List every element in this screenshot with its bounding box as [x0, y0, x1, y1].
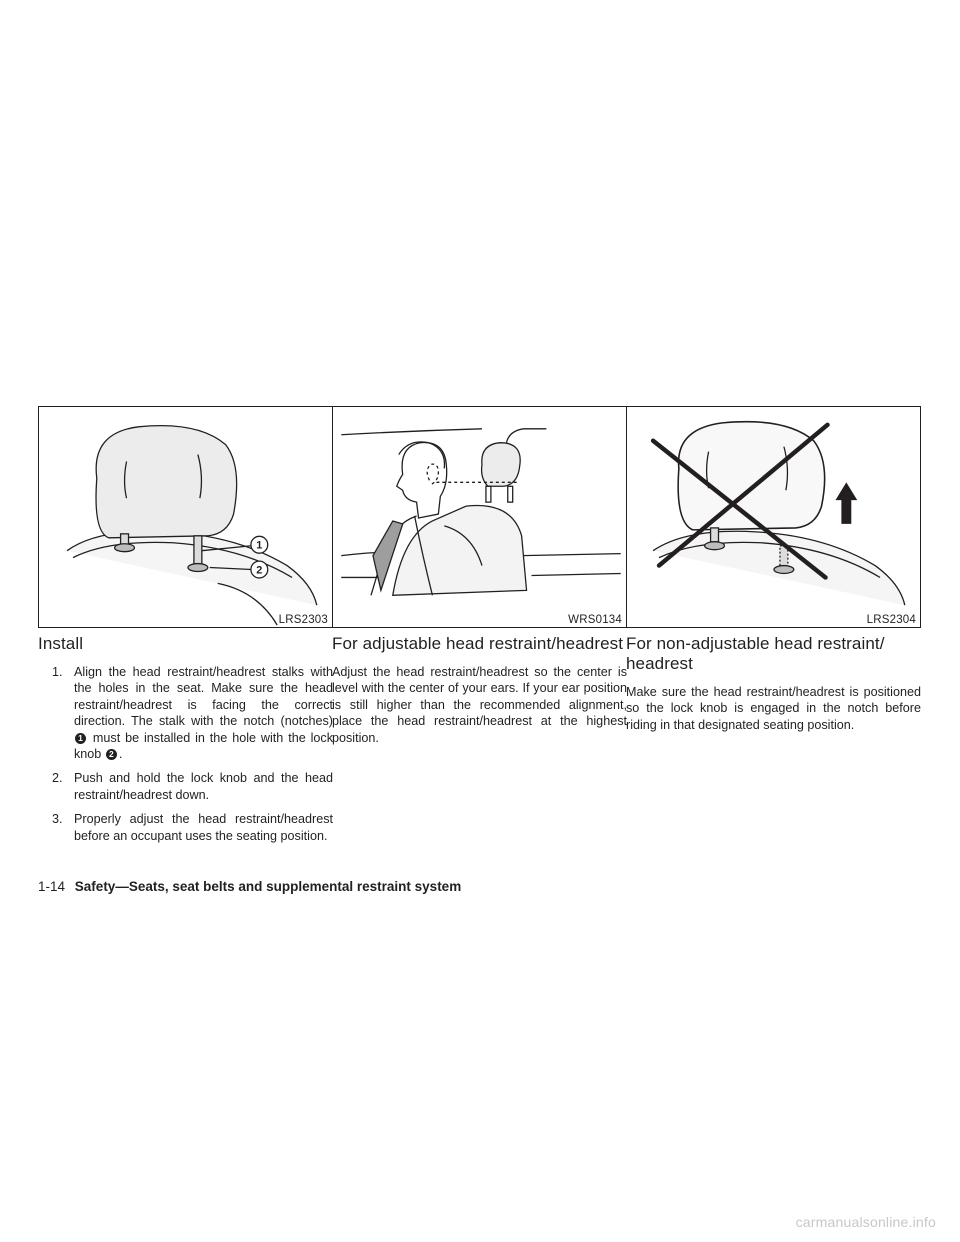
section-title: Safety—Seats, seat belts and supplemental restraint system [74, 879, 462, 894]
step-number: 2. [52, 771, 63, 786]
headrest-height-illustration [333, 407, 626, 627]
non-adjustable-heading: For non-adjustable head restraint/ headrest [626, 634, 885, 673]
step-number: 3. [52, 812, 63, 827]
install-step-3 [38, 811, 333, 844]
svg-text:1: 1 [256, 539, 263, 552]
install-step-2 [38, 770, 333, 803]
figure-install-headrest [38, 406, 333, 628]
watermark: carmanualsonline.info [795, 1214, 936, 1230]
adjustable-heading: For adjustable head restraint/headrest [332, 634, 624, 653]
callout-2-marker [251, 561, 268, 578]
step-text: Push and hold the lock knob and the head restraint/headrest down. [74, 771, 333, 802]
svg-text:2: 2 [256, 564, 263, 577]
figure-code: LRS2303 [278, 614, 328, 626]
callout-1-marker [251, 536, 268, 553]
page-number: 1-14 [38, 879, 66, 894]
figure-non-adjustable-headrest [626, 406, 921, 628]
figure-code: WRS0134 [568, 614, 622, 626]
step-text: Properly adjust the head restraint/headrest before an occupant uses the seating position. [74, 812, 333, 843]
install-section [38, 634, 333, 852]
arrow-up-icon [835, 482, 857, 524]
non-adjustable-text: Make sure the head restraint/headrest is positioned so the lock knob is engaged in the notch before riding in that designated seating position. [626, 685, 921, 732]
install-steps [38, 664, 333, 844]
install-step-1 [38, 664, 333, 762]
step-number: 1. [52, 665, 63, 679]
adjustable-text: Adjust the head restraint/headrest so the center is level with the center of your ears. If your ear position is still higher than the recommended alignment, place the head restraint/headrest at the highest position. [332, 665, 627, 745]
headrest-incorrect-illustration [627, 407, 920, 627]
headrest-install-illustration [39, 407, 332, 627]
install-heading: Install [38, 634, 84, 653]
page-footer [38, 879, 461, 894]
callout-1-badge: 1 [75, 733, 86, 744]
step-text: Align the head restraint/headrest stalks with the holes in the seat. Make sure the head restraint/headrest is facing the correct direction. The stalk with the notch (notches) [74, 665, 333, 729]
figure-code: LRS2304 [866, 614, 916, 626]
non-adjustable-section [626, 634, 921, 733]
figure-adjust-headrest [332, 406, 627, 628]
step-text: . [118, 747, 123, 762]
callout-2-badge: 2 [106, 749, 117, 760]
adjustable-section [332, 634, 627, 746]
step-text: must be installed in the hole with the lock knob [74, 730, 334, 762]
